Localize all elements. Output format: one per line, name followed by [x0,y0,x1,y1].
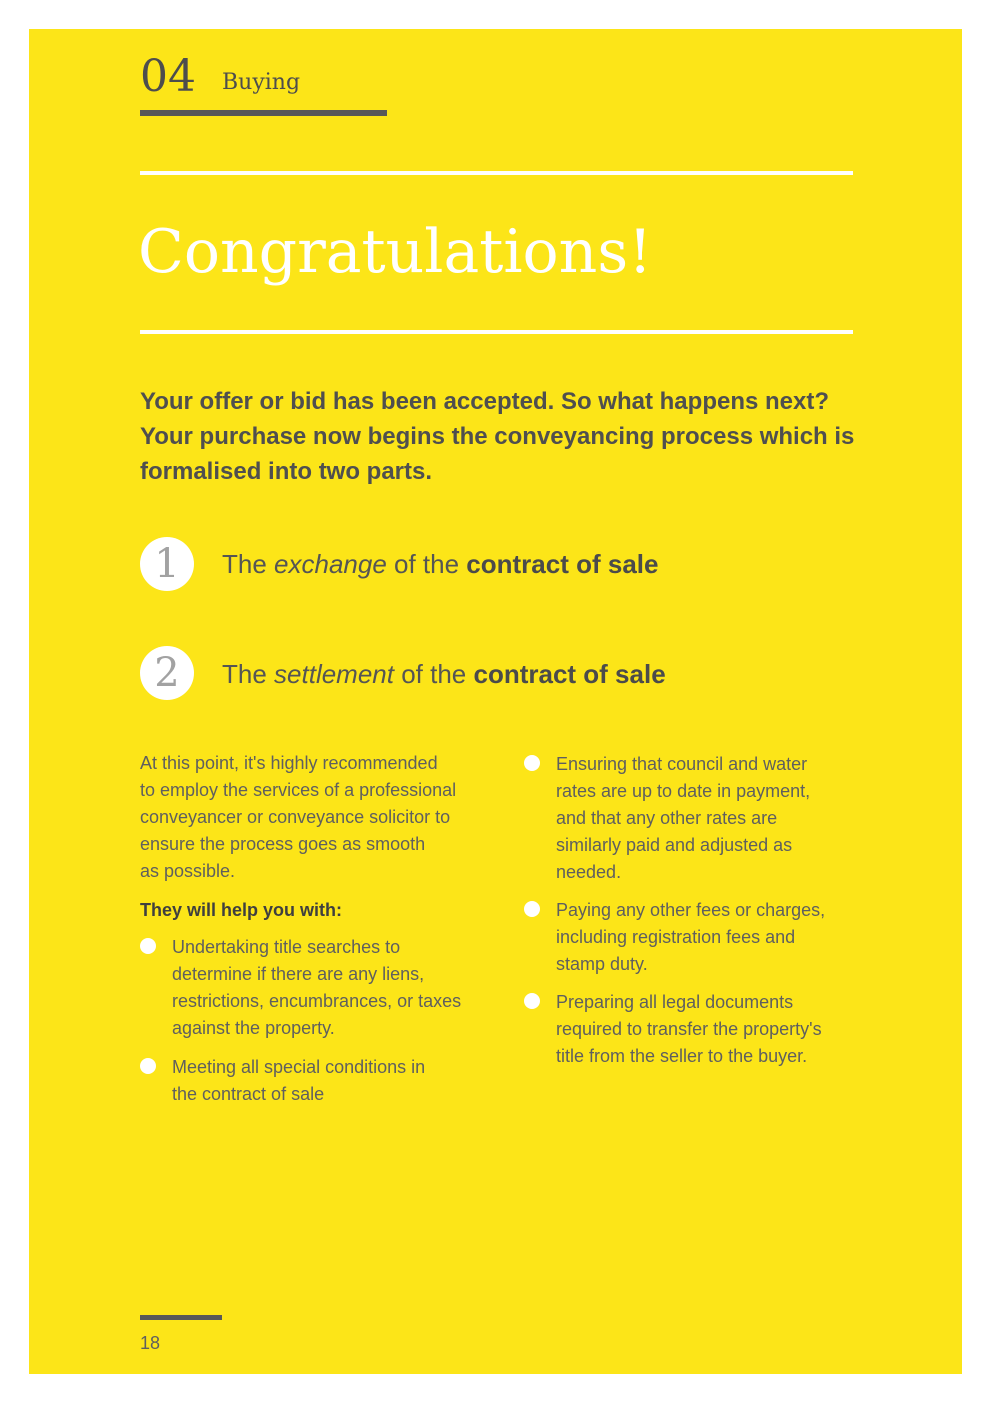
bullet-item-special-conditions [172,1054,425,1108]
recommendation-paragraph [140,750,485,885]
page-headline: Congratulations! [138,217,653,287]
step-1-middle: of the [386,549,467,579]
intro-paragraph: Your offer or bid has been accepted. So what happens next? Your purchase now begins the conveyancing process which is formalised into two parts. [140,388,855,485]
bullet-line: Undertaking title searches to [172,937,401,957]
step-2-emphasis: settlement [274,659,394,689]
paragraph-line: conveyancer or conveyance solicitor to [140,807,451,827]
step-2-middle: of the [393,659,474,689]
bullet-line: determine if there are any liens, [172,964,425,984]
bullet-line: restrictions, encumbrances, or taxes [172,991,462,1011]
bullet-dot [524,901,540,917]
bullet-line: stamp duty. [556,954,648,974]
footer-bar [140,1315,222,1320]
paragraph-line: At this point, it's highly recommended [140,753,438,773]
bullet-line: needed. [556,862,622,882]
bullet-dot [524,993,540,1009]
bullet-line: Paying any other fees or charges, [556,900,826,920]
paragraph-line: ensure the process goes as smooth [140,834,426,854]
step-2-bold: contract of sale [473,659,666,689]
bullet-dot [140,1058,156,1074]
paragraph-line: to employ the services of a professional [140,780,457,800]
bullet-item-legal-documents [556,989,822,1070]
section-underline [140,110,387,116]
step-1-bold: contract of sale [466,549,659,579]
help-heading: They will help you with: [140,900,343,920]
bullet-line: Ensuring that council and water [556,754,808,774]
step-1-emphasis: exchange [274,549,387,579]
bullet-line: Preparing all legal documents [556,992,794,1012]
step-1-prefix: The [222,549,275,579]
paragraph-line: as possible. [140,861,236,881]
bullet-line: rates are up to date in payment, [556,781,811,801]
bullet-line: the contract of sale [172,1084,325,1104]
bullet-line: title from the seller to the buyer. [556,1046,808,1066]
bullet-line: including registration fees and [556,927,796,947]
top-divider [140,171,853,175]
bullet-dot [524,755,540,771]
bullet-dot [140,938,156,954]
bullet-line: Meeting all special conditions in [172,1057,426,1077]
section-number: 04 [140,51,196,102]
bottom-divider [140,330,853,334]
bullet-line: and that any other rates are [556,808,778,828]
bullet-item-council-rates [556,751,810,886]
step-1-text [222,548,658,580]
bullet-line: similarly paid and adjusted as [556,835,793,855]
section-title: Buying [222,70,301,95]
page-number: 18 [140,1333,161,1353]
step-2-number-badge: 2 [140,646,194,700]
step-1-number-badge: 1 [140,537,194,591]
bullet-line: against the property. [172,1018,335,1038]
bullet-item-fees [556,897,825,978]
bullet-line: required to transfer the property's [556,1019,822,1039]
step-2-prefix: The [222,659,275,689]
step-2-text [222,658,666,690]
bullet-item-title-searches [172,934,461,1042]
